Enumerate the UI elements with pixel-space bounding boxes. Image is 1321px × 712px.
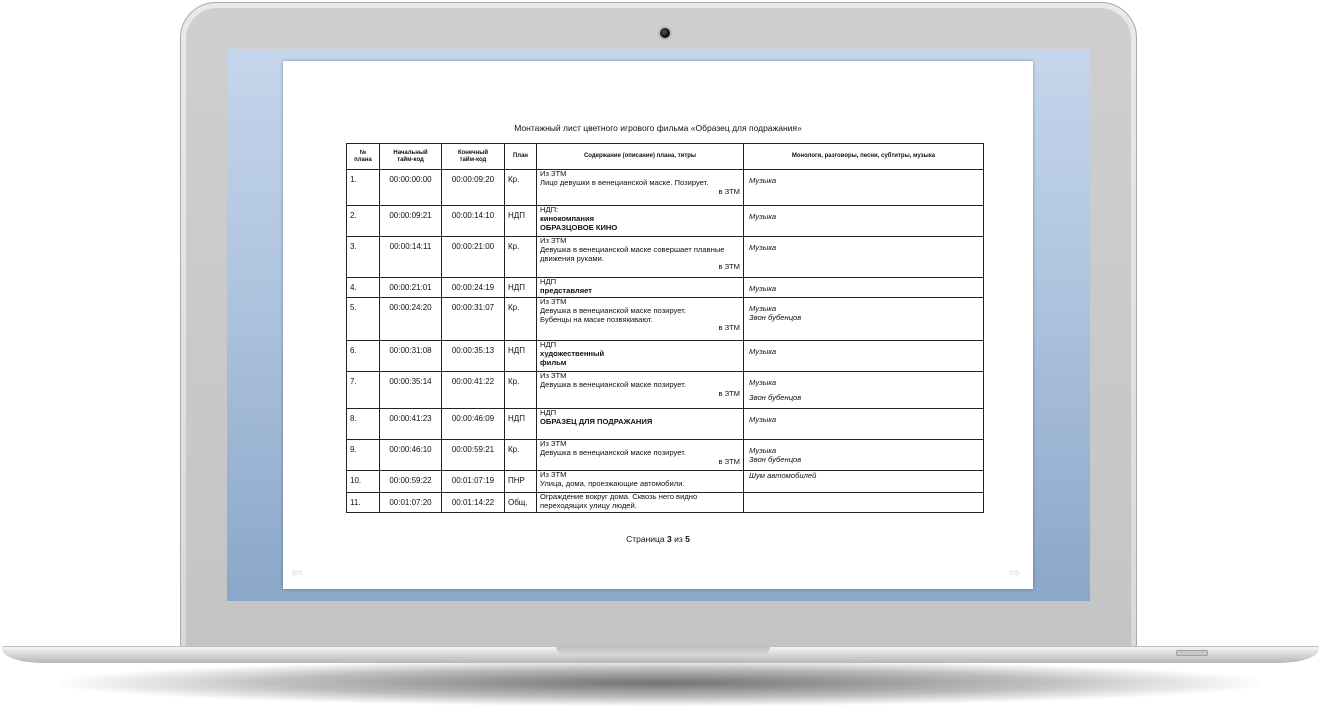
sound-line: Музыка <box>749 284 777 293</box>
cell-end-timecode: 00:00:46:09 <box>442 409 505 440</box>
content-line: Бубенцы на маске позвякивают. <box>540 314 653 324</box>
content-line: художественный <box>540 348 605 358</box>
table-row <box>347 372 984 409</box>
cell-plan-type: Общ. <box>505 493 537 513</box>
sound-line: Звон бубенцов <box>749 313 802 322</box>
content-line: Из ЗТМ <box>540 371 567 380</box>
document-title: Монтажный лист цветного игрового фильма «Образец для подражания» <box>514 123 802 133</box>
cell-content <box>537 237 744 278</box>
cell-plan-number: 4. <box>347 278 380 298</box>
content-line: кинокомпания <box>540 213 595 223</box>
cell-content <box>537 170 744 206</box>
sound-line: Шум автомобилей <box>749 471 817 480</box>
sound-line: Звон бубенцов <box>749 393 802 402</box>
cell-plan-type: НДП <box>505 409 537 440</box>
cell-sound <box>744 493 984 513</box>
cell-sound <box>744 372 984 409</box>
column-header-content: Содержание (описание) плана, титры <box>537 144 744 170</box>
table-row <box>347 409 984 440</box>
cell-content <box>537 206 744 237</box>
content-line: Из ЗТМ <box>540 439 567 448</box>
arrow-right-icon[interactable]: ⇨ <box>1009 564 1021 580</box>
page-current: 3 <box>667 534 672 544</box>
page-indicator: Страница 3 из 5 <box>626 534 690 544</box>
table-row <box>347 493 984 513</box>
cell-plan-type: ПНР <box>505 471 537 493</box>
cell-start-timecode: 00:00:09:21 <box>380 206 442 237</box>
cell-end-timecode: 00:00:35:13 <box>442 341 505 372</box>
cell-sound <box>744 278 984 298</box>
cell-content <box>537 372 744 409</box>
content-line: НДП <box>540 340 557 349</box>
cell-end-timecode: 00:00:09:20 <box>442 170 505 206</box>
document-page <box>283 61 1033 589</box>
cell-sound <box>744 298 984 341</box>
content-line: в ЗТМ <box>718 186 740 196</box>
content-line: Лицо девушки в венецианской маске. Позирует. <box>540 177 709 187</box>
webcam-icon <box>658 26 672 40</box>
cell-start-timecode: 00:00:46:10 <box>380 440 442 471</box>
cell-plan-number: 1. <box>347 170 380 206</box>
cell-start-timecode: 00:00:00:00 <box>380 170 442 206</box>
content-line: Из ЗТМ <box>540 236 567 245</box>
arrow-left-icon[interactable]: ⇦ <box>291 564 303 580</box>
table-row <box>347 341 984 372</box>
cell-start-timecode: 00:00:14:11 <box>380 237 442 278</box>
cell-content <box>537 409 744 440</box>
content-line: Девушка в венецианской маске позирует. <box>540 305 686 315</box>
cell-plan-number: 6. <box>347 341 380 372</box>
sound-line: Звон бубенцов <box>749 455 802 464</box>
page-total: 5 <box>685 534 690 544</box>
content-line: Из ЗТМ <box>540 470 567 479</box>
cell-sound <box>744 440 984 471</box>
cell-plan-number: 3. <box>347 237 380 278</box>
cell-plan-type: НДП <box>505 341 537 372</box>
cell-content <box>537 341 744 372</box>
content-line: ОБРАЗЕЦ ДЛЯ ПОДРАЖАНИЯ <box>540 416 653 426</box>
cell-content <box>537 493 744 513</box>
content-line: фильм <box>540 357 567 367</box>
laptop-shadow <box>60 660 1260 706</box>
column-header-sound: Монологи, разговоры, песни, субтитры, музыка <box>744 144 984 170</box>
cell-start-timecode: 00:00:59:22 <box>380 471 442 493</box>
cell-plan-number: 2. <box>347 206 380 237</box>
content-line: Улица, дома, проезжающие автомобили. <box>540 478 685 488</box>
table-row <box>347 440 984 471</box>
cell-content <box>537 298 744 341</box>
column-header-end: Конечный тайм-код <box>442 144 505 170</box>
sound-line: Музыка <box>749 415 777 424</box>
cell-sound <box>744 341 984 372</box>
cell-plan-type: НДП <box>505 206 537 237</box>
cell-plan-number: 8. <box>347 409 380 440</box>
sound-line: Музыка <box>749 212 777 221</box>
cell-content <box>537 278 744 298</box>
table-row <box>347 471 984 493</box>
content-line: Девушка в венецианской маске совершает плавные движения руками. <box>540 244 725 263</box>
content-line: Из ЗТМ <box>540 297 567 306</box>
cell-end-timecode: 00:00:21:00 <box>442 237 505 278</box>
sound-line: Музыка <box>749 243 777 252</box>
cell-sound <box>744 471 984 493</box>
cell-plan-number: 5. <box>347 298 380 341</box>
laptop-base-notch <box>556 646 770 656</box>
cell-plan-number: 11. <box>347 493 380 513</box>
table-row <box>347 237 984 278</box>
content-line: в ЗТМ <box>718 323 740 333</box>
cell-content <box>537 471 744 493</box>
content-line: НДП <box>540 277 557 286</box>
edit-sheet-table <box>346 143 984 513</box>
content-line: представляет <box>540 285 592 295</box>
cell-sound <box>744 237 984 278</box>
cell-end-timecode: 00:01:07:19 <box>442 471 505 493</box>
cell-plan-type: Кр. <box>505 440 537 471</box>
column-header-plan: План <box>505 144 537 170</box>
indicator-light <box>1176 650 1208 656</box>
content-line: ОБРАЗЦОВОЕ КИНО <box>540 222 618 232</box>
content-line: в ЗТМ <box>718 456 740 466</box>
cell-plan-type: Кр. <box>505 237 537 278</box>
cell-end-timecode: 00:00:31:07 <box>442 298 505 341</box>
column-header-start: Начальный тайм-код <box>380 144 442 170</box>
cell-end-timecode: 00:00:59:21 <box>442 440 505 471</box>
content-line: Из ЗТМ <box>540 169 567 178</box>
sound-line: Музыка <box>749 347 777 356</box>
cell-start-timecode: 00:00:21:01 <box>380 278 442 298</box>
cell-content <box>537 440 744 471</box>
cell-end-timecode: 00:00:41:22 <box>442 372 505 409</box>
table-row <box>347 278 984 298</box>
cell-plan-type: Кр. <box>505 372 537 409</box>
screen <box>227 49 1090 601</box>
content-line: Ограждение вокруг дома. Сквозь него видно переходящих улицу людей. <box>540 492 698 510</box>
cell-end-timecode: 00:00:14:10 <box>442 206 505 237</box>
sound-line: Музыка <box>749 176 777 185</box>
cell-plan-type: НДП <box>505 278 537 298</box>
content-line: Девушка в венецианской маске позирует. <box>540 447 686 457</box>
cell-plan-number: 7. <box>347 372 380 409</box>
content-line: НДП: <box>540 205 559 214</box>
content-line: в ЗТМ <box>718 388 740 398</box>
sound-line: Музыка <box>749 446 777 455</box>
sound-line: Музыка <box>749 378 777 387</box>
sound-line: Музыка <box>749 304 777 313</box>
cell-sound <box>744 409 984 440</box>
table-row <box>347 298 984 341</box>
cell-plan-type: Кр. <box>505 298 537 341</box>
content-line: в ЗТМ <box>718 262 740 272</box>
cell-start-timecode: 00:00:41:23 <box>380 409 442 440</box>
cell-start-timecode: 00:00:35:14 <box>380 372 442 409</box>
content-line: Девушка в венецианской маске позирует. <box>540 379 686 389</box>
table-header-row <box>347 144 984 170</box>
cell-plan-number: 9. <box>347 440 380 471</box>
cell-start-timecode: 00:00:31:08 <box>380 341 442 372</box>
cell-plan-type: Кр. <box>505 170 537 206</box>
cell-end-timecode: 00:00:24:19 <box>442 278 505 298</box>
content-line: НДП <box>540 408 557 417</box>
table-row <box>347 170 984 206</box>
cell-sound <box>744 206 984 237</box>
cell-start-timecode: 00:00:24:20 <box>380 298 442 341</box>
cell-sound <box>744 170 984 206</box>
cell-plan-number: 10. <box>347 471 380 493</box>
cell-start-timecode: 00:01:07:20 <box>380 493 442 513</box>
column-header-num: № плана <box>347 144 380 170</box>
table-row <box>347 206 984 237</box>
cell-end-timecode: 00:01:14:22 <box>442 493 505 513</box>
